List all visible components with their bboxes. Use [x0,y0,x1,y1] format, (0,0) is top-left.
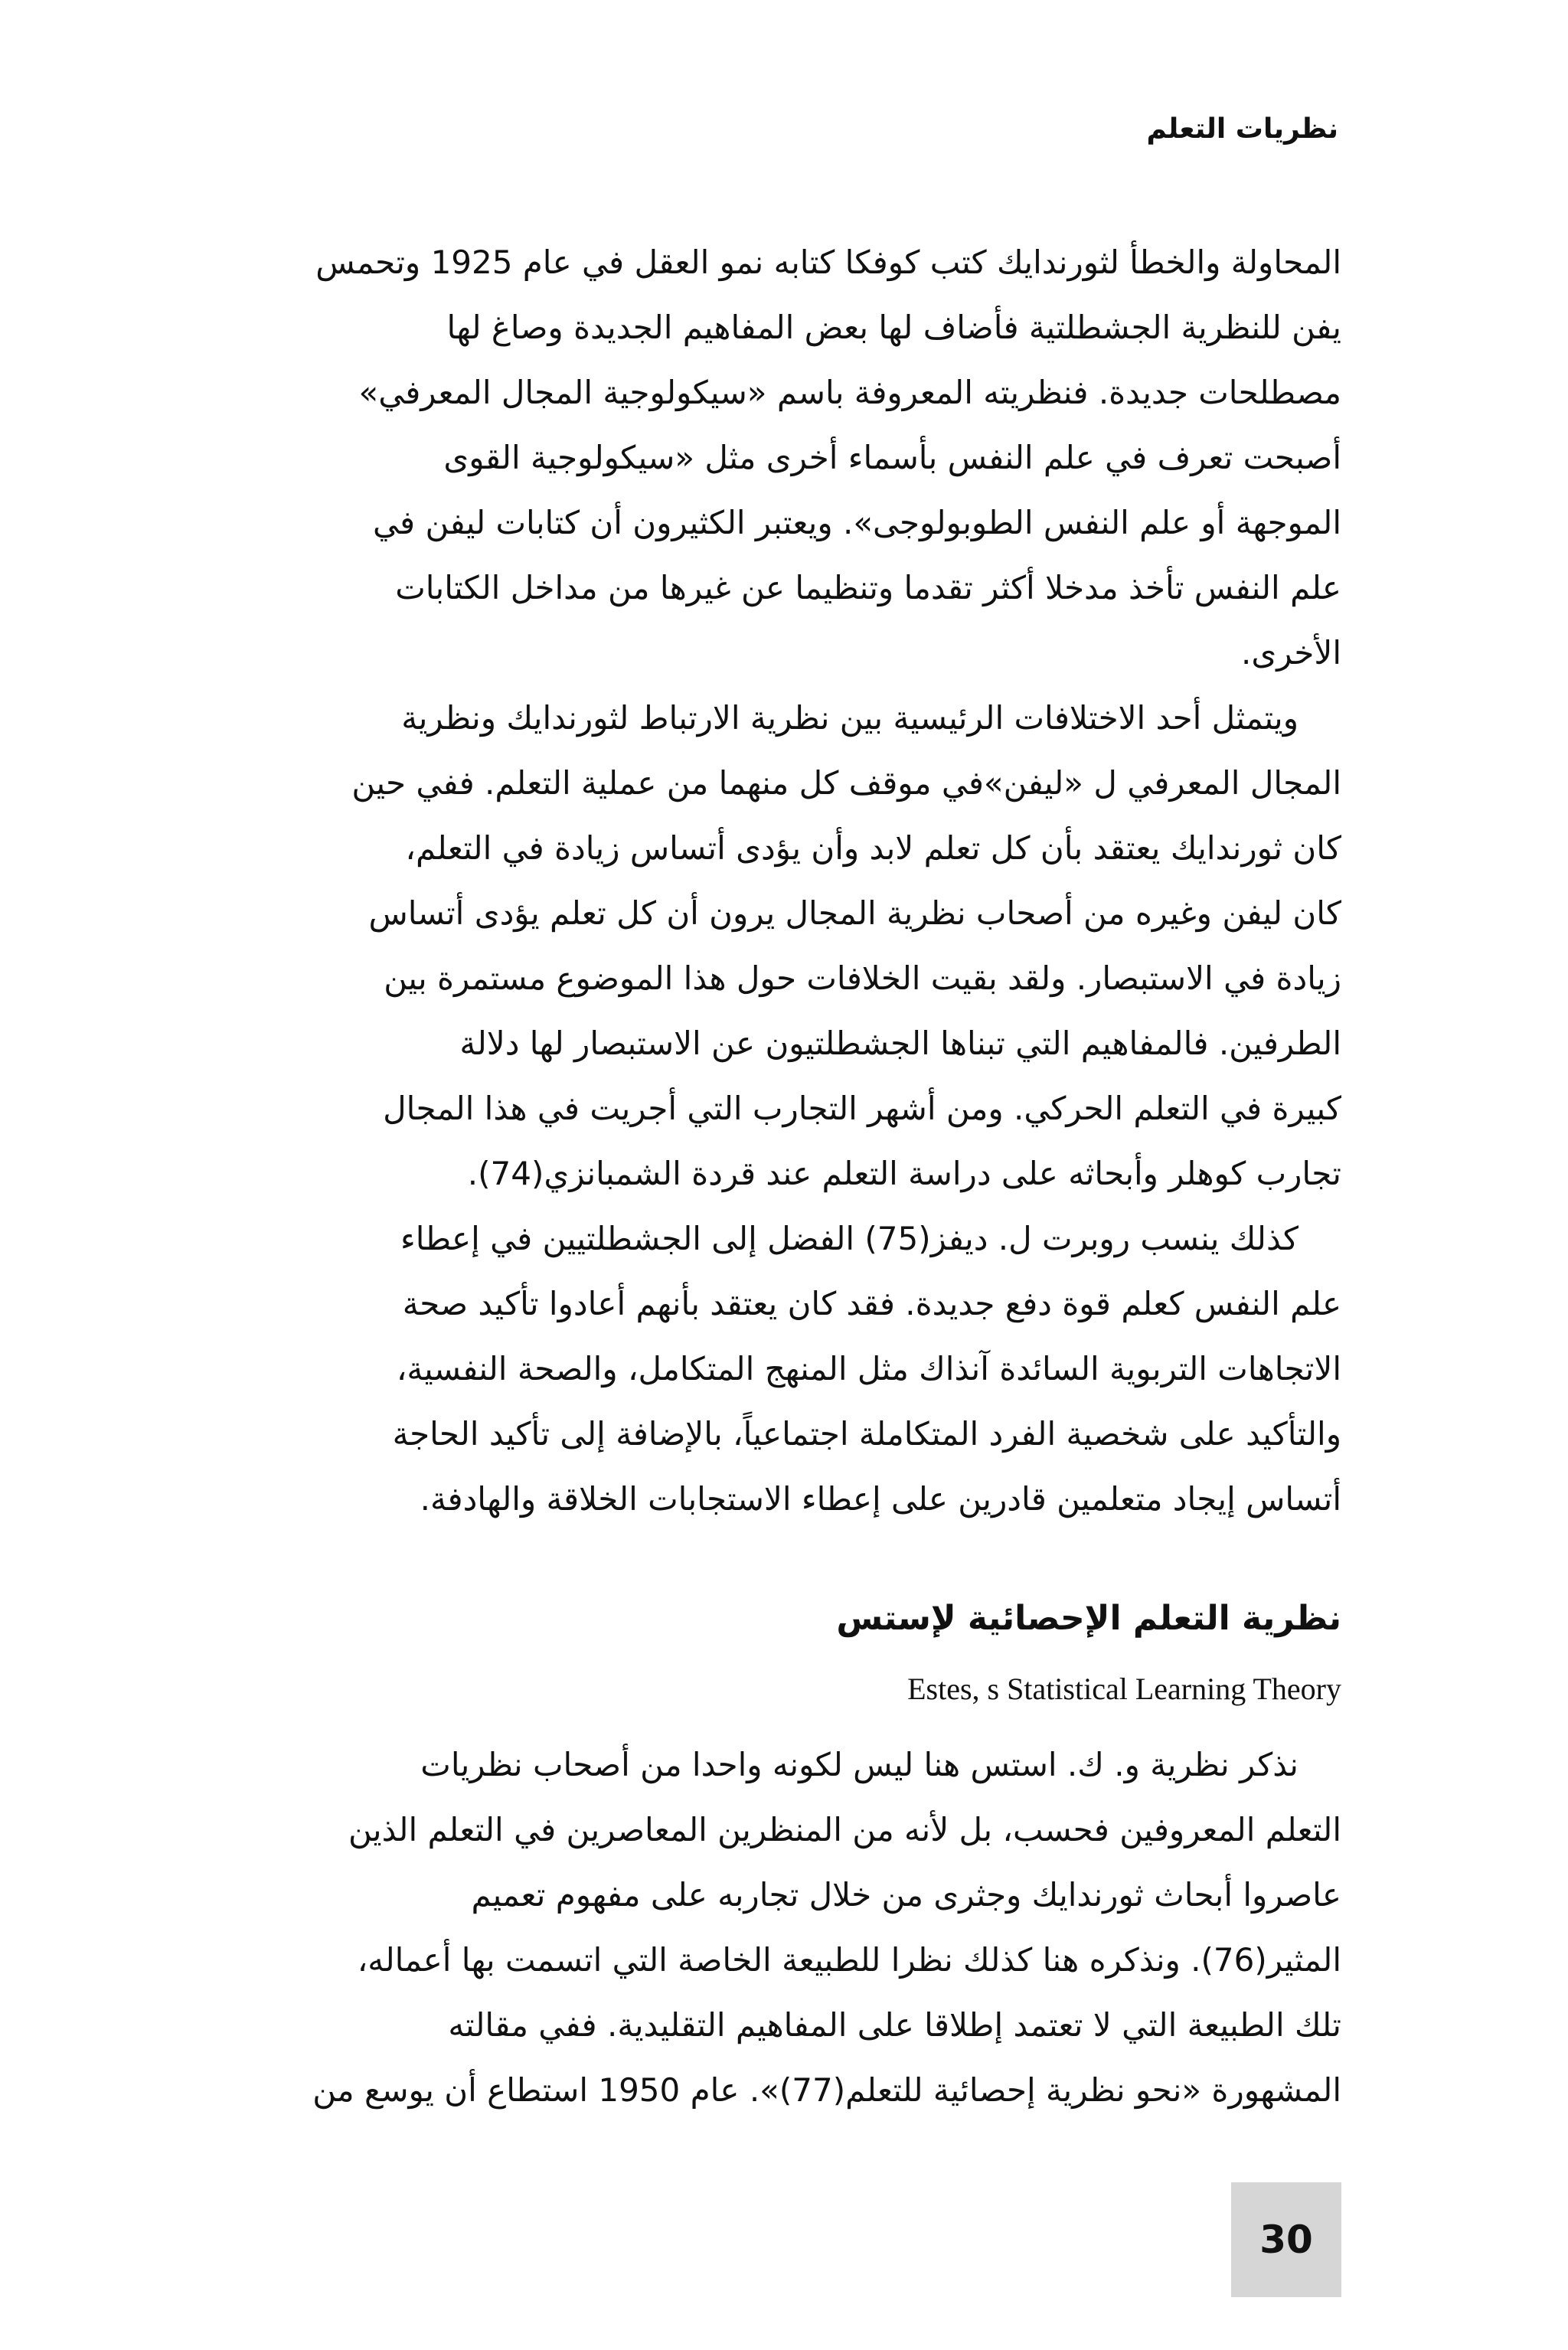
text-line: أتساس إيجاد متعلمين قادرين على إعطاء الاستجابات الخلاقة والهادفة. [420,1480,1341,1518]
text-line: تلك الطبيعة التي لا تعتمد إطلاقا على المفاهيم التقليدية. ففي مقالته [448,2006,1341,2044]
text-line: كان ثورندايك يعتقد بأن كل تعلم لابد وأن يؤدى أتساس زيادة في التعلم، [405,829,1341,867]
text-line: تجارب كوهلر وأبحاثه على دراسة التعلم عند قردة الشمبانزي(74). [467,1155,1341,1192]
text-line: المشهورة «نحو نظرية إحصائية للتعلم(77)». عام 1950 استطاع أن يوسع من [312,2071,1341,2109]
text-line: المحاولة والخطأ لثورندايك كتب كوفكا كتابه نمو العقل في عام 1925 وتحمس [315,243,1341,281]
text-line: علم النفس كعلم قوة دفع جديدة. فقد كان يعتقد بأنهم أعادوا تأكيد صحة [402,1285,1341,1322]
text-line: المجال المعرفي ل «ليفن»في موقف كل منهما من عملية التعلم. ففي حين [351,764,1341,802]
text-line: يفن للنظرية الجشطلتية فأضاف لها بعض المفاهيم الجديدة وصاغ لها [446,309,1341,346]
text-line: الطرفين. فالمفاهيم التي تبناها الجشطلتيون عن الاستبصار لها دلالة [459,1025,1341,1062]
paragraph-start-line: نذكر نظرية و. ك. استس هنا ليس لكونه واحدا من أصحاب نظريات [420,1746,1298,1783]
text-line: زيادة في الاستبصار. ولقد بقيت الخلافات حول هذا الموضوع مستمرة بين [384,959,1341,997]
text-line: مصطلحات جديدة. فنظريته المعروفة باسم «سيكولوجية المجال المعرفي» [358,374,1341,411]
section-heading: نظرية التعلم الإحصائية لإستس [836,1599,1341,1638]
text-line: الموجهة أو علم النفس الطوبولوجى». ويعتبر الكثيرون أن كتابات ليفن في [373,504,1341,541]
text-line: كان ليفن وغيره من أصحاب نظرية المجال يرون أن كل تعلم يؤدى أتساس [368,894,1341,932]
text-line: التعلم المعروفين فحسب، بل لأنه من المنظرين المعاصرين في التعلم الذين [348,1811,1341,1848]
text-line: والتأكيد على شخصية الفرد المتكاملة اجتماعياً، بالإضافة إلى تأكيد الحاجة [392,1415,1341,1453]
body-text-section-1 [227,230,1341,1531]
paragraph-start-line: ويتمثل أحد الاختلافات الرئيسية بين نظرية الارتباط لثورندايك ونظرية [401,699,1298,737]
text-line: الأخرى. [1241,634,1341,672]
body-text-section-2 [227,1732,1341,2123]
text-line: الاتجاهات التربوية السائدة آنذاك مثل المنهج المتكامل، والصحة النفسية، [396,1350,1341,1387]
text-line: المثير(76). ونذكره هنا كذلك نظرا للطبيعة الخاصة التي اتسمت بها أعماله، [357,1941,1341,1979]
section-subheading-english: Estes, s Statistical Learning Theory [907,1672,1341,1706]
text-line: أصبحت تعرف في علم النفس بأسماء أخرى مثل «سيكولوجية القوى [443,439,1341,476]
running-header: نظريات التعلم [1146,113,1338,145]
text-line: علم النفس تأخذ مدخلا أكثر تقدما وتنظيما عن غيرها من مداخل الكتابات [395,569,1341,606]
text-line: عاصروا أبحاث ثورندايك وجثرى من خلال تجاربه على مفهوم تعميم [471,1876,1341,1914]
page-number: 30 [1231,2182,1341,2297]
paragraph-start-line: كذلك ينسب روبرت ل. ديفز(75) الفضل إلى الجشطلتيين في إعطاء [400,1220,1298,1257]
text-line: كبيرة في التعلم الحركي. ومن أشهر التجارب التي أجريت في هذا المجال [383,1090,1341,1127]
